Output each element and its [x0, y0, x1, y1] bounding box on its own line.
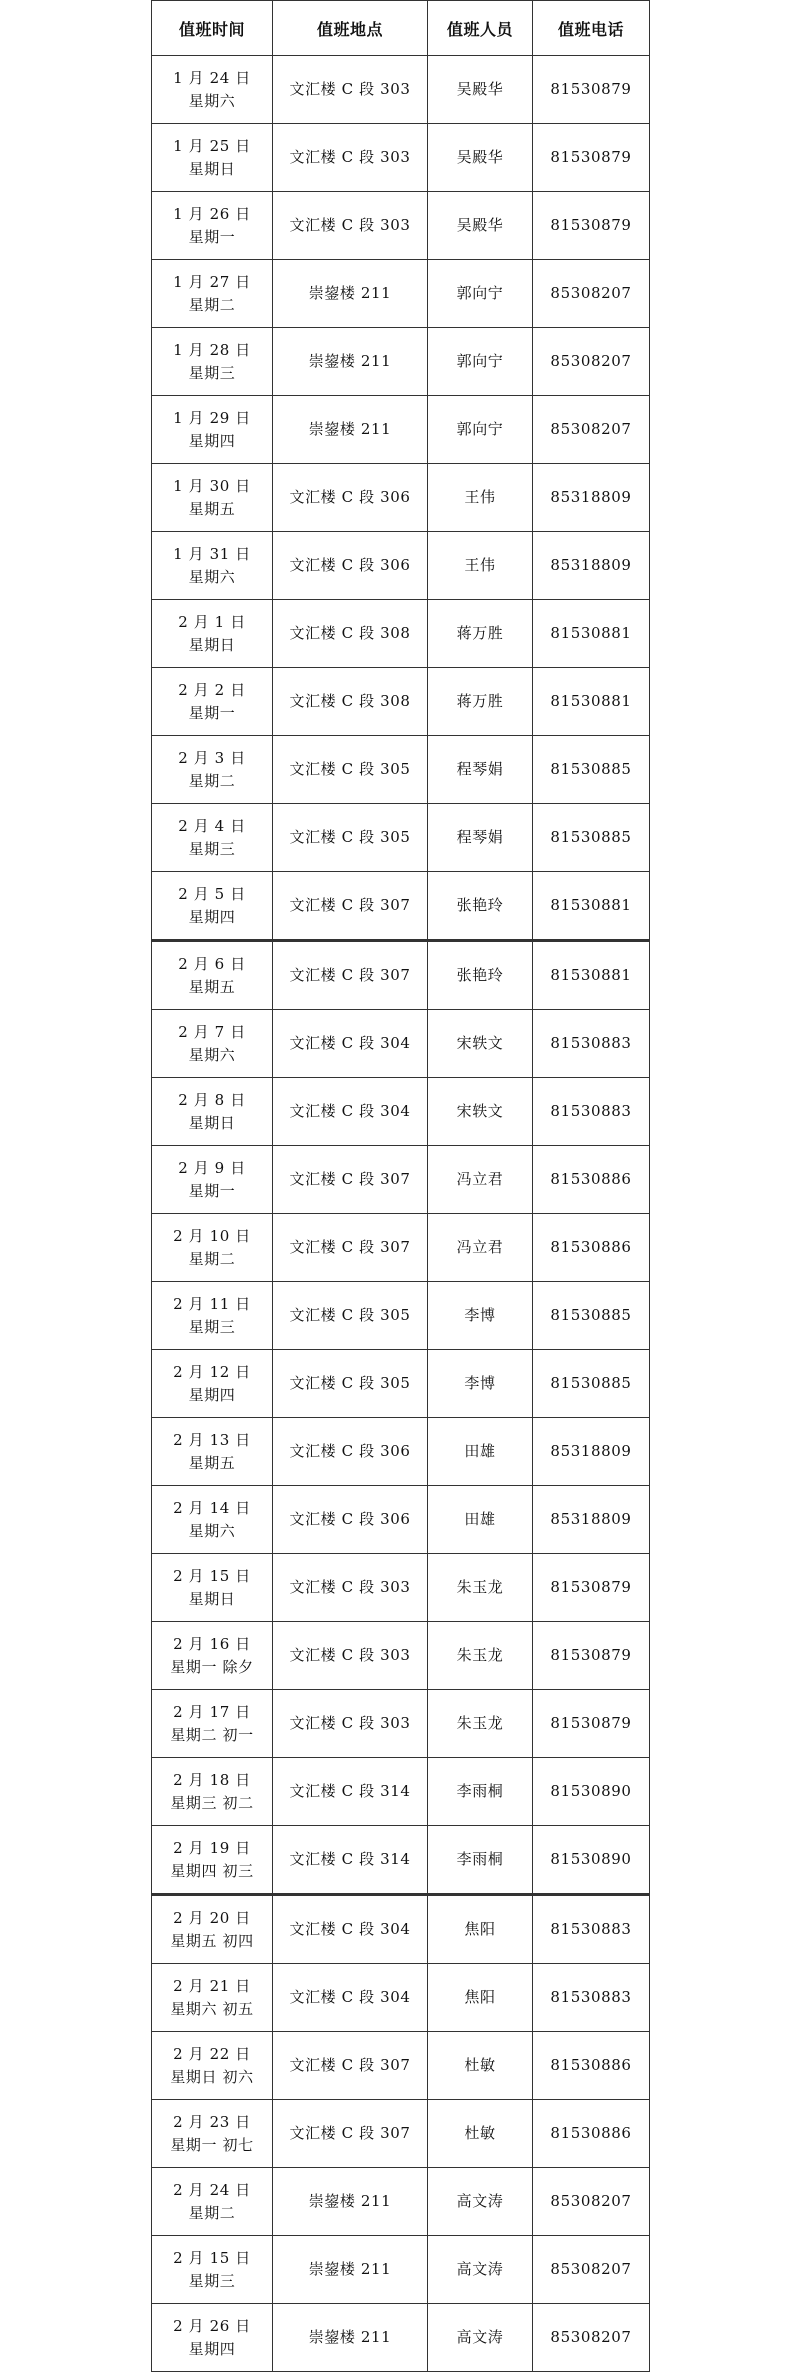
duty-location-cell: 文汇楼 C 段 305 — [273, 804, 428, 872]
duty-phone-cell: 81530885 — [533, 1350, 650, 1418]
duty-weekday: 星期四 — [188, 1385, 236, 1404]
duty-staff-cell: 程琴娟 — [428, 736, 533, 804]
duty-phone-cell: 81530885 — [533, 736, 650, 804]
duty-date: 1 月 30 日 — [173, 476, 251, 495]
duty-location-cell: 文汇楼 C 段 314 — [273, 1758, 428, 1826]
duty-weekday: 星期三 — [188, 839, 236, 858]
table-row — [152, 1964, 650, 2032]
duty-staff-cell: 杜敏 — [428, 2032, 533, 2100]
duty-location-cell: 文汇楼 C 段 307 — [273, 1146, 428, 1214]
duty-date: 2 月 22 日 — [173, 2044, 251, 2063]
duty-date: 2 月 6 日 — [178, 954, 246, 973]
table-row — [152, 1554, 650, 1622]
duty-date: 1 月 31 日 — [173, 544, 251, 563]
duty-date: 1 月 25 日 — [173, 136, 251, 155]
duty-location-cell: 崇鋆楼 211 — [273, 2168, 428, 2236]
duty-date: 2 月 13 日 — [173, 1430, 251, 1449]
duty-staff-cell: 田雄 — [428, 1418, 533, 1486]
duty-weekday: 星期六 — [188, 1045, 236, 1064]
duty-date: 2 月 15 日 — [173, 1566, 251, 1585]
duty-phone-cell: 81530886 — [533, 1214, 650, 1282]
duty-location-cell: 文汇楼 C 段 307 — [273, 2032, 428, 2100]
duty-staff-cell: 张艳玲 — [428, 941, 533, 1010]
duty-date: 2 月 4 日 — [178, 816, 246, 835]
duty-phone-cell: 81530881 — [533, 872, 650, 941]
table-row — [152, 2304, 650, 2372]
duty-phone-cell: 81530883 — [533, 1964, 650, 2032]
duty-staff-cell: 程琴娟 — [428, 804, 533, 872]
duty-staff-cell: 朱玉龙 — [428, 1690, 533, 1758]
duty-weekday: 星期二 — [188, 295, 236, 314]
duty-location-cell: 崇鋆楼 211 — [273, 328, 428, 396]
duty-date: 2 月 19 日 — [173, 1838, 251, 1857]
duty-weekday: 星期日 — [188, 1589, 236, 1608]
duty-time-cell — [152, 192, 273, 260]
duty-location-cell: 文汇楼 C 段 306 — [273, 532, 428, 600]
table-row — [152, 1826, 650, 1895]
duty-time-cell — [152, 56, 273, 124]
duty-staff-cell: 宋轶文 — [428, 1078, 533, 1146]
duty-weekday: 星期六 初五 — [170, 1999, 254, 2018]
duty-date: 2 月 15 日 — [173, 2248, 251, 2267]
table-row — [152, 1010, 650, 1078]
duty-staff-cell: 郭向宁 — [428, 260, 533, 328]
duty-staff-cell: 李雨桐 — [428, 1826, 533, 1895]
duty-weekday: 星期日 — [188, 635, 236, 654]
duty-location-cell: 崇鋆楼 211 — [273, 2304, 428, 2372]
duty-staff-cell: 王伟 — [428, 464, 533, 532]
table-row — [152, 192, 650, 260]
table-row — [152, 1895, 650, 1964]
duty-weekday: 星期一 — [188, 1181, 236, 1200]
table-row — [152, 1282, 650, 1350]
duty-phone-cell: 81530881 — [533, 668, 650, 736]
duty-date: 2 月 8 日 — [178, 1090, 246, 1109]
duty-date: 2 月 24 日 — [173, 2180, 251, 2199]
duty-phone-cell: 81530890 — [533, 1826, 650, 1895]
duty-location-cell: 文汇楼 C 段 306 — [273, 1486, 428, 1554]
duty-phone-cell: 85318809 — [533, 464, 650, 532]
duty-weekday: 星期四 — [188, 2339, 236, 2358]
duty-time-cell — [152, 1554, 273, 1622]
table-row — [152, 1486, 650, 1554]
duty-weekday: 星期五 — [188, 1453, 236, 1472]
duty-time-cell — [152, 2236, 273, 2304]
duty-weekday: 星期二 — [188, 1249, 236, 1268]
duty-date: 2 月 20 日 — [173, 1908, 251, 1927]
table-row — [152, 1758, 650, 1826]
duty-phone-cell: 81530879 — [533, 1622, 650, 1690]
duty-weekday: 星期三 — [188, 363, 236, 382]
duty-schedule-document — [151, 0, 649, 2372]
duty-location-cell: 文汇楼 C 段 314 — [273, 1826, 428, 1895]
duty-time-cell — [152, 1895, 273, 1964]
duty-staff-cell: 蒋万胜 — [428, 600, 533, 668]
table-row — [152, 260, 650, 328]
duty-location-cell: 文汇楼 C 段 303 — [273, 124, 428, 192]
duty-weekday: 星期六 — [188, 1521, 236, 1540]
duty-phone-cell: 81530881 — [533, 941, 650, 1010]
duty-time-cell — [152, 1690, 273, 1758]
duty-weekday: 星期日 — [188, 159, 236, 178]
duty-time-cell — [152, 1146, 273, 1214]
duty-weekday: 星期四 — [188, 431, 236, 450]
header-duty-time: 值班时间 — [152, 1, 273, 56]
table-header-row — [152, 1, 650, 56]
table-row — [152, 668, 650, 736]
table-row — [152, 532, 650, 600]
duty-date: 2 月 16 日 — [173, 1634, 251, 1653]
duty-phone-cell: 81530883 — [533, 1895, 650, 1964]
duty-weekday: 星期一 除夕 — [170, 1657, 254, 1676]
duty-date: 2 月 10 日 — [173, 1226, 251, 1245]
duty-staff-cell: 吴殿华 — [428, 192, 533, 260]
duty-location-cell: 文汇楼 C 段 305 — [273, 1350, 428, 1418]
table-row — [152, 2236, 650, 2304]
duty-staff-cell: 王伟 — [428, 532, 533, 600]
duty-time-cell — [152, 1282, 273, 1350]
duty-location-cell: 文汇楼 C 段 304 — [273, 1895, 428, 1964]
duty-location-cell: 文汇楼 C 段 305 — [273, 1282, 428, 1350]
duty-weekday: 星期四 初三 — [170, 1861, 254, 1880]
duty-time-cell — [152, 2168, 273, 2236]
table-row — [152, 1350, 650, 1418]
duty-time-cell — [152, 464, 273, 532]
table-row — [152, 1418, 650, 1486]
duty-phone-cell: 85318809 — [533, 532, 650, 600]
duty-time-cell — [152, 1418, 273, 1486]
duty-staff-cell: 高文涛 — [428, 2304, 533, 2372]
duty-weekday: 星期五 — [188, 499, 236, 518]
duty-staff-cell: 郭向宁 — [428, 396, 533, 464]
table-row — [152, 2100, 650, 2168]
duty-time-cell — [152, 124, 273, 192]
duty-location-cell: 文汇楼 C 段 303 — [273, 1554, 428, 1622]
duty-location-cell: 文汇楼 C 段 308 — [273, 600, 428, 668]
header-duty-phone: 值班电话 — [533, 1, 650, 56]
duty-staff-cell: 朱玉龙 — [428, 1554, 533, 1622]
table-row — [152, 1214, 650, 1282]
duty-time-cell — [152, 1964, 273, 2032]
duty-time-cell — [152, 600, 273, 668]
duty-staff-cell: 李雨桐 — [428, 1758, 533, 1826]
duty-date: 2 月 26 日 — [173, 2316, 251, 2335]
duty-staff-cell: 冯立君 — [428, 1214, 533, 1282]
duty-phone-cell: 81530879 — [533, 1690, 650, 1758]
table-row — [152, 1690, 650, 1758]
duty-location-cell: 文汇楼 C 段 304 — [273, 1964, 428, 2032]
header-duty-staff: 值班人员 — [428, 1, 533, 56]
duty-time-cell — [152, 872, 273, 941]
duty-phone-cell: 81530890 — [533, 1758, 650, 1826]
duty-date: 2 月 23 日 — [173, 2112, 251, 2131]
duty-time-cell — [152, 2032, 273, 2100]
duty-staff-cell: 张艳玲 — [428, 872, 533, 941]
duty-time-cell — [152, 1826, 273, 1895]
duty-date: 2 月 21 日 — [173, 1976, 251, 1995]
duty-weekday: 星期日 初六 — [170, 2067, 254, 2086]
duty-location-cell: 文汇楼 C 段 308 — [273, 668, 428, 736]
duty-staff-cell: 李博 — [428, 1350, 533, 1418]
duty-phone-cell: 81530886 — [533, 2100, 650, 2168]
duty-phone-cell: 81530883 — [533, 1078, 650, 1146]
table-row — [152, 872, 650, 941]
duty-phone-cell: 85318809 — [533, 1418, 650, 1486]
duty-weekday: 星期日 — [188, 1113, 236, 1132]
duty-time-cell — [152, 668, 273, 736]
duty-weekday: 星期六 — [188, 567, 236, 586]
duty-weekday: 星期一 — [188, 703, 236, 722]
duty-date: 2 月 2 日 — [178, 680, 246, 699]
duty-time-cell — [152, 532, 273, 600]
duty-date: 1 月 29 日 — [173, 408, 251, 427]
duty-phone-cell: 85318809 — [533, 1486, 650, 1554]
duty-date: 2 月 9 日 — [178, 1158, 246, 1177]
duty-location-cell: 文汇楼 C 段 307 — [273, 2100, 428, 2168]
duty-time-cell — [152, 1214, 273, 1282]
duty-staff-cell: 宋轶文 — [428, 1010, 533, 1078]
duty-location-cell: 崇鋆楼 211 — [273, 2236, 428, 2304]
duty-time-cell — [152, 2304, 273, 2372]
duty-date: 2 月 12 日 — [173, 1362, 251, 1381]
duty-phone-cell: 85308207 — [533, 2304, 650, 2372]
duty-weekday: 星期二 初一 — [170, 1725, 254, 1744]
table-row — [152, 1146, 650, 1214]
table-row — [152, 736, 650, 804]
duty-date: 2 月 3 日 — [178, 748, 246, 767]
table-row — [152, 941, 650, 1010]
duty-phone-cell: 85308207 — [533, 328, 650, 396]
duty-phone-cell: 81530883 — [533, 1010, 650, 1078]
table-row — [152, 1078, 650, 1146]
duty-weekday: 星期三 — [188, 1317, 236, 1336]
duty-date: 2 月 1 日 — [178, 612, 246, 631]
duty-phone-cell: 81530879 — [533, 56, 650, 124]
duty-staff-cell: 吴殿华 — [428, 56, 533, 124]
duty-phone-cell: 85308207 — [533, 2236, 650, 2304]
header-duty-location: 值班地点 — [273, 1, 428, 56]
duty-weekday: 星期五 — [188, 977, 236, 996]
table-row — [152, 2168, 650, 2236]
duty-location-cell: 文汇楼 C 段 303 — [273, 56, 428, 124]
table-row — [152, 56, 650, 124]
duty-time-cell — [152, 260, 273, 328]
duty-phone-cell: 85308207 — [533, 396, 650, 464]
duty-weekday: 星期二 — [188, 771, 236, 790]
table-row — [152, 1622, 650, 1690]
duty-location-cell: 文汇楼 C 段 303 — [273, 192, 428, 260]
duty-staff-cell: 杜敏 — [428, 2100, 533, 2168]
duty-location-cell: 文汇楼 C 段 306 — [273, 1418, 428, 1486]
duty-time-cell — [152, 396, 273, 464]
duty-phone-cell: 81530879 — [533, 124, 650, 192]
duty-time-cell — [152, 1078, 273, 1146]
duty-phone-cell: 85308207 — [533, 260, 650, 328]
table-body — [152, 56, 650, 2372]
duty-phone-cell: 85308207 — [533, 2168, 650, 2236]
table-row — [152, 328, 650, 396]
duty-weekday: 星期二 — [188, 2203, 236, 2222]
duty-time-cell — [152, 2100, 273, 2168]
duty-phone-cell: 81530885 — [533, 804, 650, 872]
duty-phone-cell: 81530886 — [533, 2032, 650, 2100]
duty-date: 2 月 14 日 — [173, 1498, 251, 1517]
duty-location-cell: 文汇楼 C 段 304 — [273, 1010, 428, 1078]
duty-date: 1 月 24 日 — [173, 68, 251, 87]
duty-staff-cell: 焦阳 — [428, 1895, 533, 1964]
duty-date: 2 月 17 日 — [173, 1702, 251, 1721]
duty-staff-cell: 郭向宁 — [428, 328, 533, 396]
duty-staff-cell: 田雄 — [428, 1486, 533, 1554]
duty-phone-cell: 81530881 — [533, 600, 650, 668]
duty-time-cell — [152, 1758, 273, 1826]
duty-staff-cell: 高文涛 — [428, 2168, 533, 2236]
duty-phone-cell: 81530886 — [533, 1146, 650, 1214]
duty-staff-cell: 焦阳 — [428, 1964, 533, 2032]
duty-time-cell — [152, 1350, 273, 1418]
duty-date: 2 月 5 日 — [178, 884, 246, 903]
duty-weekday: 星期三 — [188, 2271, 236, 2290]
table-row — [152, 124, 650, 192]
duty-location-cell: 文汇楼 C 段 307 — [273, 1214, 428, 1282]
duty-location-cell: 文汇楼 C 段 303 — [273, 1690, 428, 1758]
table-row — [152, 804, 650, 872]
duty-date: 2 月 11 日 — [173, 1294, 251, 1313]
duty-phone-cell: 81530885 — [533, 1282, 650, 1350]
duty-time-cell — [152, 736, 273, 804]
table-row — [152, 396, 650, 464]
duty-weekday: 星期三 初二 — [170, 1793, 254, 1812]
duty-weekday: 星期一 初七 — [170, 2135, 254, 2154]
duty-location-cell: 文汇楼 C 段 307 — [273, 941, 428, 1010]
duty-weekday: 星期四 — [188, 907, 236, 926]
duty-staff-cell: 高文涛 — [428, 2236, 533, 2304]
duty-date: 1 月 26 日 — [173, 204, 251, 223]
duty-staff-cell: 李博 — [428, 1282, 533, 1350]
table-row — [152, 2032, 650, 2100]
duty-date: 2 月 7 日 — [178, 1022, 246, 1041]
duty-schedule-table — [151, 0, 650, 2372]
duty-date: 1 月 27 日 — [173, 272, 251, 291]
duty-location-cell: 崇鋆楼 211 — [273, 260, 428, 328]
duty-location-cell: 文汇楼 C 段 305 — [273, 736, 428, 804]
duty-location-cell: 文汇楼 C 段 307 — [273, 872, 428, 941]
duty-staff-cell: 冯立君 — [428, 1146, 533, 1214]
duty-staff-cell: 蒋万胜 — [428, 668, 533, 736]
duty-weekday: 星期一 — [188, 227, 236, 246]
duty-weekday: 星期六 — [188, 91, 236, 110]
duty-time-cell — [152, 804, 273, 872]
duty-phone-cell: 81530879 — [533, 192, 650, 260]
duty-time-cell — [152, 1486, 273, 1554]
duty-weekday: 星期五 初四 — [170, 1931, 254, 1950]
table-row — [152, 464, 650, 532]
duty-phone-cell: 81530879 — [533, 1554, 650, 1622]
duty-time-cell — [152, 941, 273, 1010]
duty-location-cell: 文汇楼 C 段 303 — [273, 1622, 428, 1690]
duty-time-cell — [152, 1010, 273, 1078]
duty-date: 1 月 28 日 — [173, 340, 251, 359]
duty-location-cell: 文汇楼 C 段 304 — [273, 1078, 428, 1146]
duty-time-cell — [152, 1622, 273, 1690]
duty-location-cell: 崇鋆楼 211 — [273, 396, 428, 464]
duty-location-cell: 文汇楼 C 段 306 — [273, 464, 428, 532]
duty-staff-cell: 朱玉龙 — [428, 1622, 533, 1690]
duty-staff-cell: 吴殿华 — [428, 124, 533, 192]
table-row — [152, 600, 650, 668]
duty-date: 2 月 18 日 — [173, 1770, 251, 1789]
duty-time-cell — [152, 328, 273, 396]
